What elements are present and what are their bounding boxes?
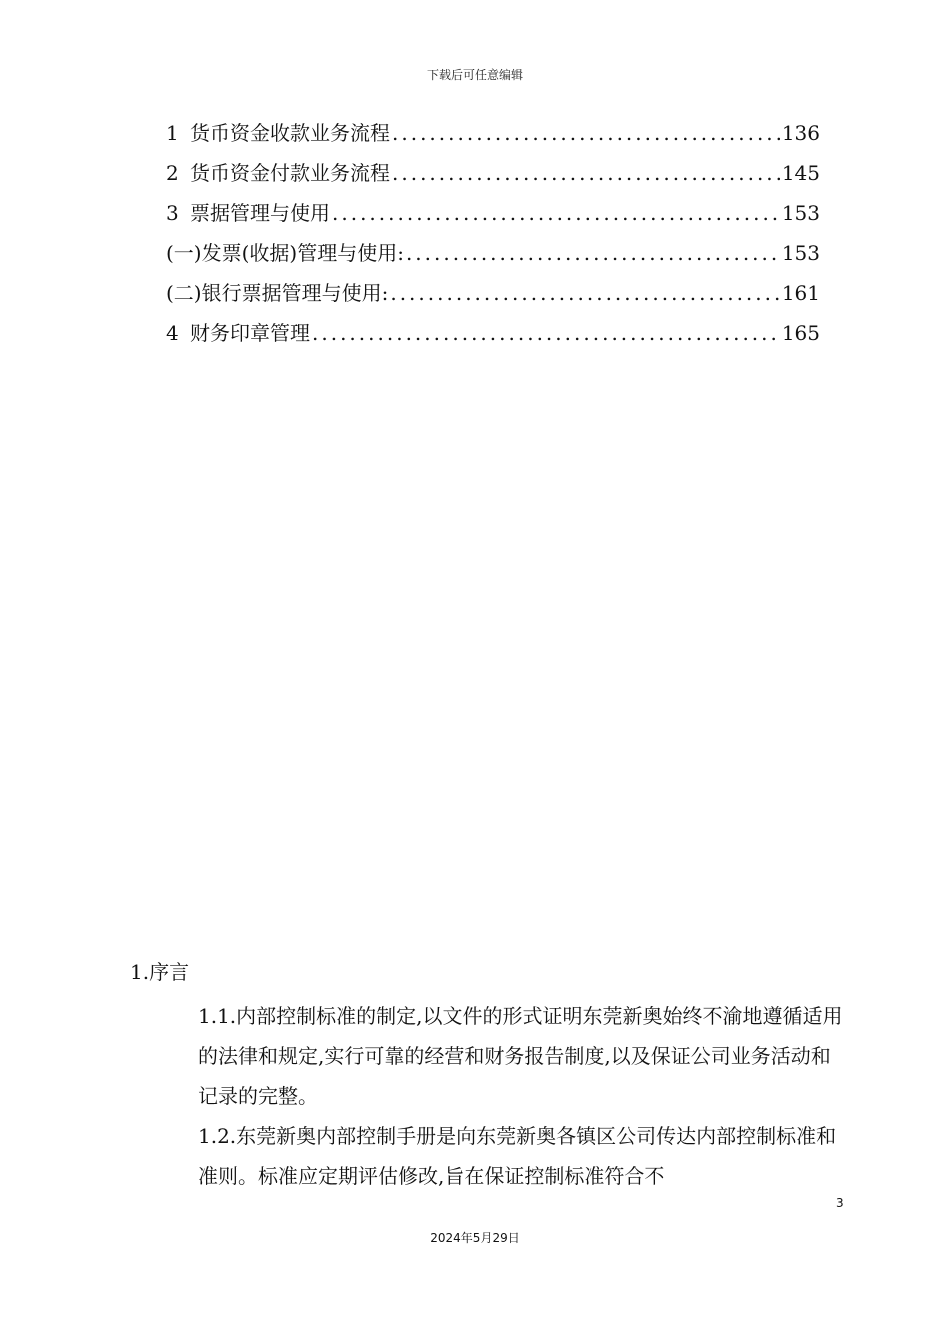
toc-title: 财务印章管理 xyxy=(190,321,310,345)
toc-title: (二)银行票据管理与使用: xyxy=(166,281,389,305)
toc-entry[interactable] xyxy=(166,278,820,318)
toc-number: 4 xyxy=(166,321,179,345)
toc-leader-dots xyxy=(312,318,780,348)
toc-number: 1 xyxy=(166,121,179,145)
toc-page-number: 153 xyxy=(781,201,820,225)
page-number: 3 xyxy=(836,1196,844,1210)
toc-page-number: 165 xyxy=(781,321,820,345)
table-of-contents xyxy=(166,118,820,358)
toc-leader-dots xyxy=(390,278,779,308)
toc-title: (一)发票(收据)管理与使用: xyxy=(166,241,404,265)
toc-title: 货币资金收款业务流程 xyxy=(190,121,390,145)
section-heading: 1.序言 xyxy=(130,960,190,984)
toc-entry[interactable] xyxy=(166,318,820,358)
toc-title: 票据管理与使用 xyxy=(190,201,330,225)
section-body xyxy=(198,996,848,1196)
toc-entry[interactable] xyxy=(166,158,820,198)
toc-leader-dots xyxy=(392,118,780,148)
toc-number: 2 xyxy=(166,161,179,185)
toc-title: 货币资金付款业务流程 xyxy=(190,161,390,185)
toc-page-number: 161 xyxy=(781,281,820,305)
toc-page-number: 136 xyxy=(781,121,820,145)
paragraph: 1.1.内部控制标准的制定,以文件的形式证明东莞新奥始终不渝地遵循适用的法律和规定,实行可靠的经营和财务报告制度,以及保证公司业务活动和记录的完整。 xyxy=(198,1004,843,1108)
paragraph: 1.2.东莞新奥内部控制手册是向东莞新奥各镇区公司传达内部控制标准和准则。标准应定期评估修改,旨在保证控制标准符合不 xyxy=(198,1124,837,1188)
toc-leader-dots xyxy=(392,158,780,188)
toc-leader-dots xyxy=(332,198,780,228)
toc-leader-dots xyxy=(406,238,780,268)
toc-page-number: 153 xyxy=(781,241,820,265)
page-footer-date: 2024年5月29日 xyxy=(430,1231,520,1245)
page-header: 下载后可任意编辑 xyxy=(426,68,523,82)
toc-entry[interactable] xyxy=(166,238,820,278)
toc-number: 3 xyxy=(166,201,179,225)
toc-page-number: 145 xyxy=(781,161,820,185)
toc-entry[interactable] xyxy=(166,118,820,158)
toc-entry[interactable] xyxy=(166,198,820,238)
